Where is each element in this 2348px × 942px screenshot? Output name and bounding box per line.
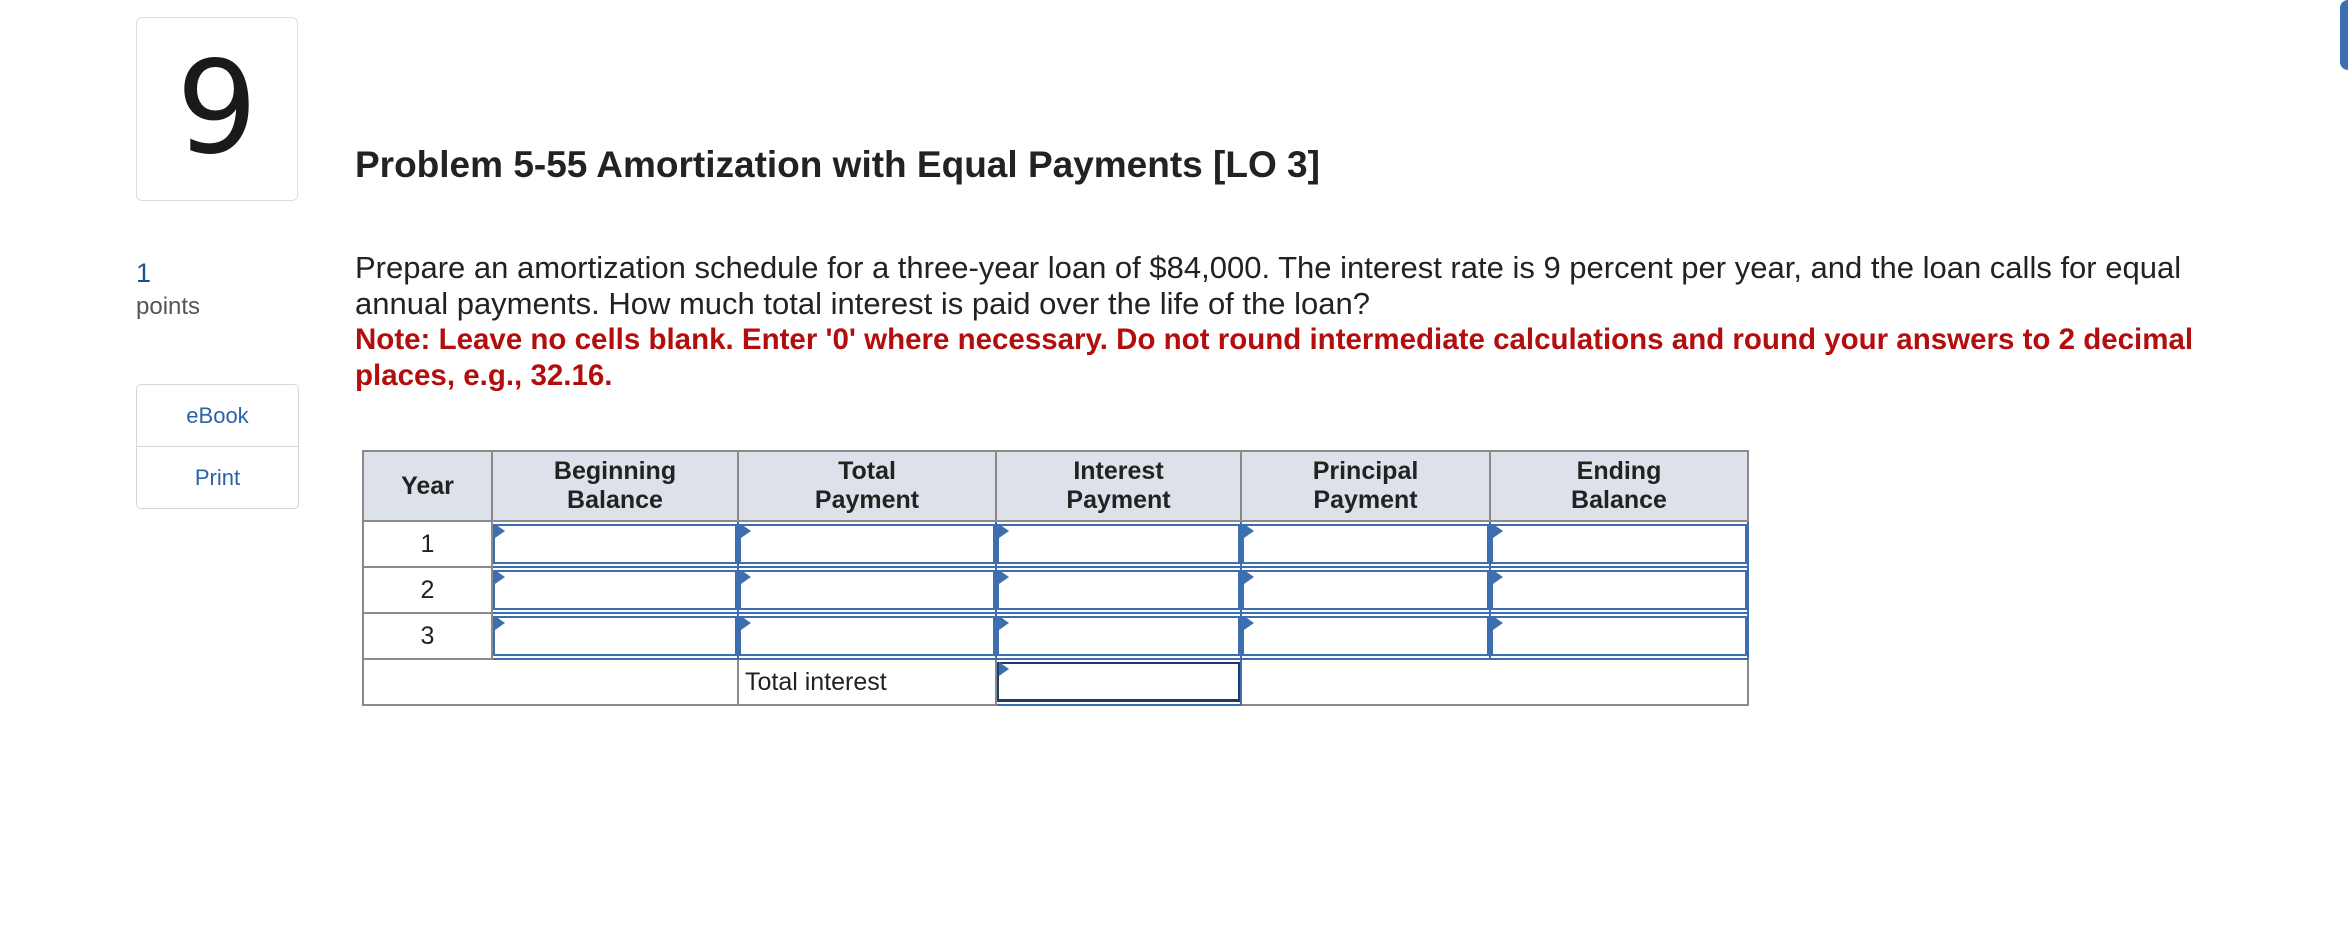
interest-payment-input[interactable] <box>997 570 1240 610</box>
beginning-balance-input-cell <box>492 521 738 567</box>
header-beginning-balance-line1: Beginning <box>553 457 677 485</box>
header-interest-payment-line1: Interest <box>1073 457 1164 485</box>
ending-balance-input-cell <box>1490 613 1748 659</box>
ending-balance-input[interactable] <box>1491 570 1747 610</box>
ending-balance-input[interactable] <box>1491 616 1747 656</box>
interest-payment-input-cell <box>996 567 1241 613</box>
ending-balance-input-cell <box>1490 567 1748 613</box>
beginning-balance-input-cell <box>492 613 738 659</box>
resource-links <box>136 384 299 509</box>
year-cell: 3 <box>363 613 492 659</box>
total-interest-input-cell <box>996 659 1241 705</box>
total-interest-input[interactable] <box>997 662 1240 702</box>
question-number: 9 <box>136 17 298 201</box>
points-value: 1 <box>136 258 152 288</box>
principal-payment-input-cell <box>1241 567 1490 613</box>
header-total-payment-line1: Total <box>838 457 896 485</box>
beginning-balance-input[interactable] <box>493 524 737 564</box>
header-beginning-balance-line2: Balance <box>567 486 663 514</box>
header-principal-payment-line1: Principal <box>1312 457 1419 485</box>
header-ending-balance-line2: Balance <box>1571 486 1667 514</box>
header-principal-payment <box>1241 451 1490 521</box>
principal-payment-input[interactable] <box>1242 570 1489 610</box>
principal-payment-input-cell <box>1241 613 1490 659</box>
total-payment-input[interactable] <box>739 570 995 610</box>
total-payment-input[interactable] <box>739 616 995 656</box>
total-interest-label: Total interest <box>738 659 996 705</box>
problem-note: Note: Leave no cells blank. Enter '0' where necessary. Do not round intermediate calculations and round your answers to 2 decimal places, e.g., 32.16. <box>355 323 2194 392</box>
principal-payment-input[interactable] <box>1242 524 1489 564</box>
side-panel-tab[interactable] <box>2340 0 2348 70</box>
table-row <box>363 613 1748 659</box>
header-ending-balance <box>1490 451 1748 521</box>
beginning-balance-input[interactable] <box>493 616 737 656</box>
interest-payment-input[interactable] <box>997 524 1240 564</box>
total-payment-input-cell <box>738 567 996 613</box>
header-principal-payment-line2: Payment <box>1313 486 1418 514</box>
total-payment-input-cell <box>738 613 996 659</box>
principal-payment-input-cell <box>1241 521 1490 567</box>
table-header-row <box>363 451 1748 521</box>
beginning-balance-input[interactable] <box>493 570 737 610</box>
interest-payment-input[interactable] <box>997 616 1240 656</box>
table-row <box>363 521 1748 567</box>
points-label: points <box>136 293 201 320</box>
interest-payment-input-cell <box>996 613 1241 659</box>
header-interest-payment-line2: Payment <box>1066 486 1171 514</box>
total-interest-row <box>363 659 1748 705</box>
amortization-table <box>362 450 1749 706</box>
ending-balance-input[interactable] <box>1491 524 1747 564</box>
print-link[interactable]: Print <box>137 446 298 508</box>
header-total-payment <box>738 451 996 521</box>
problem-prompt: Prepare an amortization schedule for a three-year loan of $84,000. The interest rate is 9 percent per year, and the loan calls for equal annual payments. How much total interest is paid over the life of the loan? <box>355 250 2182 321</box>
total-payment-input-cell <box>738 521 996 567</box>
total-row-blank <box>363 659 738 705</box>
beginning-balance-input-cell <box>492 567 738 613</box>
header-year-label: Year <box>401 471 454 500</box>
year-cell: 2 <box>363 567 492 613</box>
total-payment-input[interactable] <box>739 524 995 564</box>
header-interest-payment <box>996 451 1241 521</box>
header-beginning-balance <box>492 451 738 521</box>
header-year <box>363 451 492 521</box>
header-total-payment-line2: Payment <box>814 486 920 514</box>
problem-title: Problem 5-55 Amortization with Equal Payments [LO 3] <box>355 144 1320 185</box>
interest-payment-input-cell <box>996 521 1241 567</box>
ending-balance-input-cell <box>1490 521 1748 567</box>
year-cell: 1 <box>363 521 492 567</box>
table-row <box>363 567 1748 613</box>
total-row-blank-right <box>1241 659 1748 705</box>
ebook-link[interactable]: eBook <box>186 402 249 428</box>
header-ending-balance-line1: Ending <box>1576 457 1662 485</box>
principal-payment-input[interactable] <box>1242 616 1489 656</box>
